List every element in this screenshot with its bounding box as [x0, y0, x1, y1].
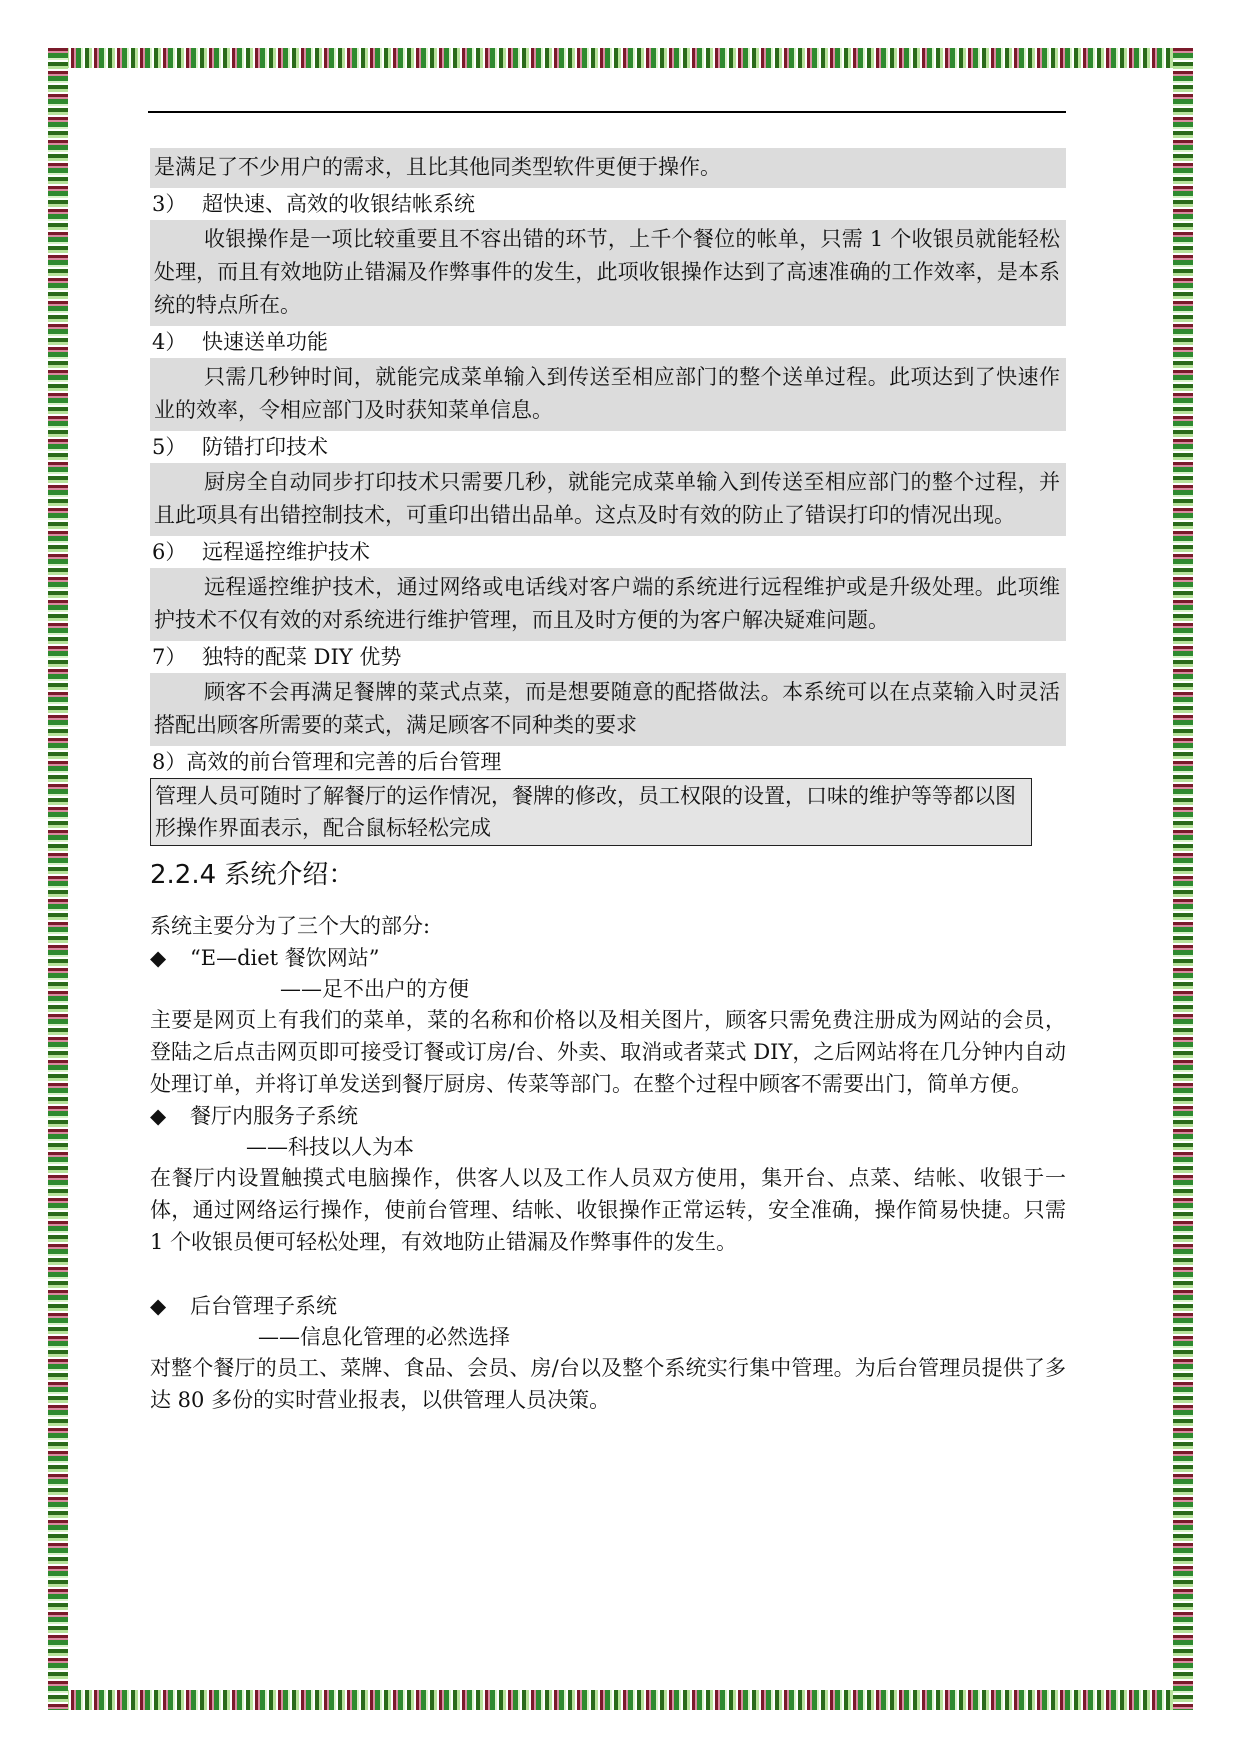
feature-body-3: 收银操作是一项比较重要且不容出错的环节，上千个餐位的帐单，只需 1 个收银员就能轻松处理，而且有效地防止错漏及作弊事件的发生，此项收银操作达到了高速准确的工作效率，是本系统的特点所在。: [150, 220, 1066, 326]
part-body-service: 在餐厅内设置触摸式电脑操作，供客人以及工作人员双方使用，集开台、点菜、结帐、收银于一体，通过网络运行操作，使前台管理、结帐、收银操作正常运转，安全准确，操作简易快捷。只需 1 个收银员便可轻松处理，有效地防止错漏及作弊事件的发生。: [150, 1166, 1066, 1254]
section-intro: 系统主要分为了三个大的部分:: [150, 914, 431, 938]
feature-body-6: 远程遥控维护技术，通过网络或电话线对客户端的系统进行远程维护或是升级处理。此项维护技术不仅有效的对系统进行维护管理，而且及时方便的为客户解决疑难问题。: [150, 568, 1066, 641]
feature-body-7: 顾客不会再满足餐牌的菜式点菜，而是想要随意的配搭做法。本系统可以在点菜输入时灵活搭配出顾客所需要的菜式，满足顾客不同种类的要求: [150, 673, 1066, 746]
page-border-bottom: [48, 1690, 1193, 1710]
part-body-website: 主要是网页上有我们的菜单，菜的名称和价格以及相关图片，顾客只需免费注册成为网站的会员，登陆之后点击网页即可接受订餐或订房/台、外卖、取消或者菜式 DIY，之后网站将在几分钟内自动处理订单，并将订单发送到餐厅厨房、传菜等部门。在整个过程中顾客不需要出门，简单方便。: [150, 1008, 1066, 1096]
diamond-bullet-icon: ◆: [150, 1104, 167, 1128]
section-heading: 2.2.4 系统介绍：: [150, 860, 355, 890]
page-border-right: [1173, 48, 1193, 1710]
feature-heading-3: 3） 超快速、高效的收银结帐系统: [152, 192, 475, 216]
part-title-service: ◆ 餐厅内服务子系统: [150, 1100, 1066, 1132]
part-slogan-service: ——科技以人为本: [246, 1135, 414, 1159]
feature-heading-4: 4） 快速送单功能: [152, 330, 328, 354]
page-border-left: [48, 48, 68, 1710]
feature-body-5: 厨房全自动同步打印技术只需要几秒，就能完成菜单输入到传送至相应部门的整个过程，并且此项具有出错控制技术，可重印出错出品单。这点及时有效的防止了错误打印的情况出现。: [150, 463, 1066, 536]
feature-body-4: 只需几秒钟时间，就能完成菜单输入到传送至相应部门的整个送单过程。此项达到了快速作业的效率，令相应部门及时获知菜单信息。: [150, 358, 1066, 431]
part-slogan-website: ——足不出户的方便: [280, 977, 469, 1001]
paragraph-spacer: [150, 1258, 1066, 1290]
feature-heading-8: 8）高效的前台管理和完善的后台管理: [152, 750, 502, 774]
intro-continuation-block: [150, 148, 1066, 188]
feature-heading-5: 5） 防错打印技术: [152, 435, 328, 459]
header-rule: [148, 111, 1066, 113]
feature-heading-7: 7） 独特的配菜 DIY 优势: [152, 645, 402, 669]
diamond-bullet-icon: ◆: [150, 946, 167, 970]
intro-continuation-text: 是满足了不少用户的需求，且比其他同类型软件更便于操作。: [154, 155, 721, 179]
part-body-backend: 对整个餐厅的员工、菜牌、食品、会员、房/台以及整个系统实行集中管理。为后台管理员提供了多达 80 多份的实时营业报表，以供管理人员决策。: [150, 1356, 1066, 1412]
part-title-website: ◆ “E—diet 餐饮网站”: [150, 942, 1066, 974]
diamond-bullet-icon: ◆: [150, 1294, 167, 1318]
feature-body-8: 管理人员可随时了解餐厅的运作情况，餐牌的修改，员工权限的设置，口味的维护等等都以图形操作界面表示，配合鼠标轻松完成: [150, 778, 1032, 846]
document-body: [150, 148, 1066, 1416]
part-slogan-backend: ——信息化管理的必然选择: [258, 1325, 510, 1349]
page-border-top: [48, 48, 1193, 68]
feature-heading-6: 6） 远程遥控维护技术: [152, 540, 370, 564]
part-title-backend: ◆ 后台管理子系统: [150, 1290, 1066, 1322]
